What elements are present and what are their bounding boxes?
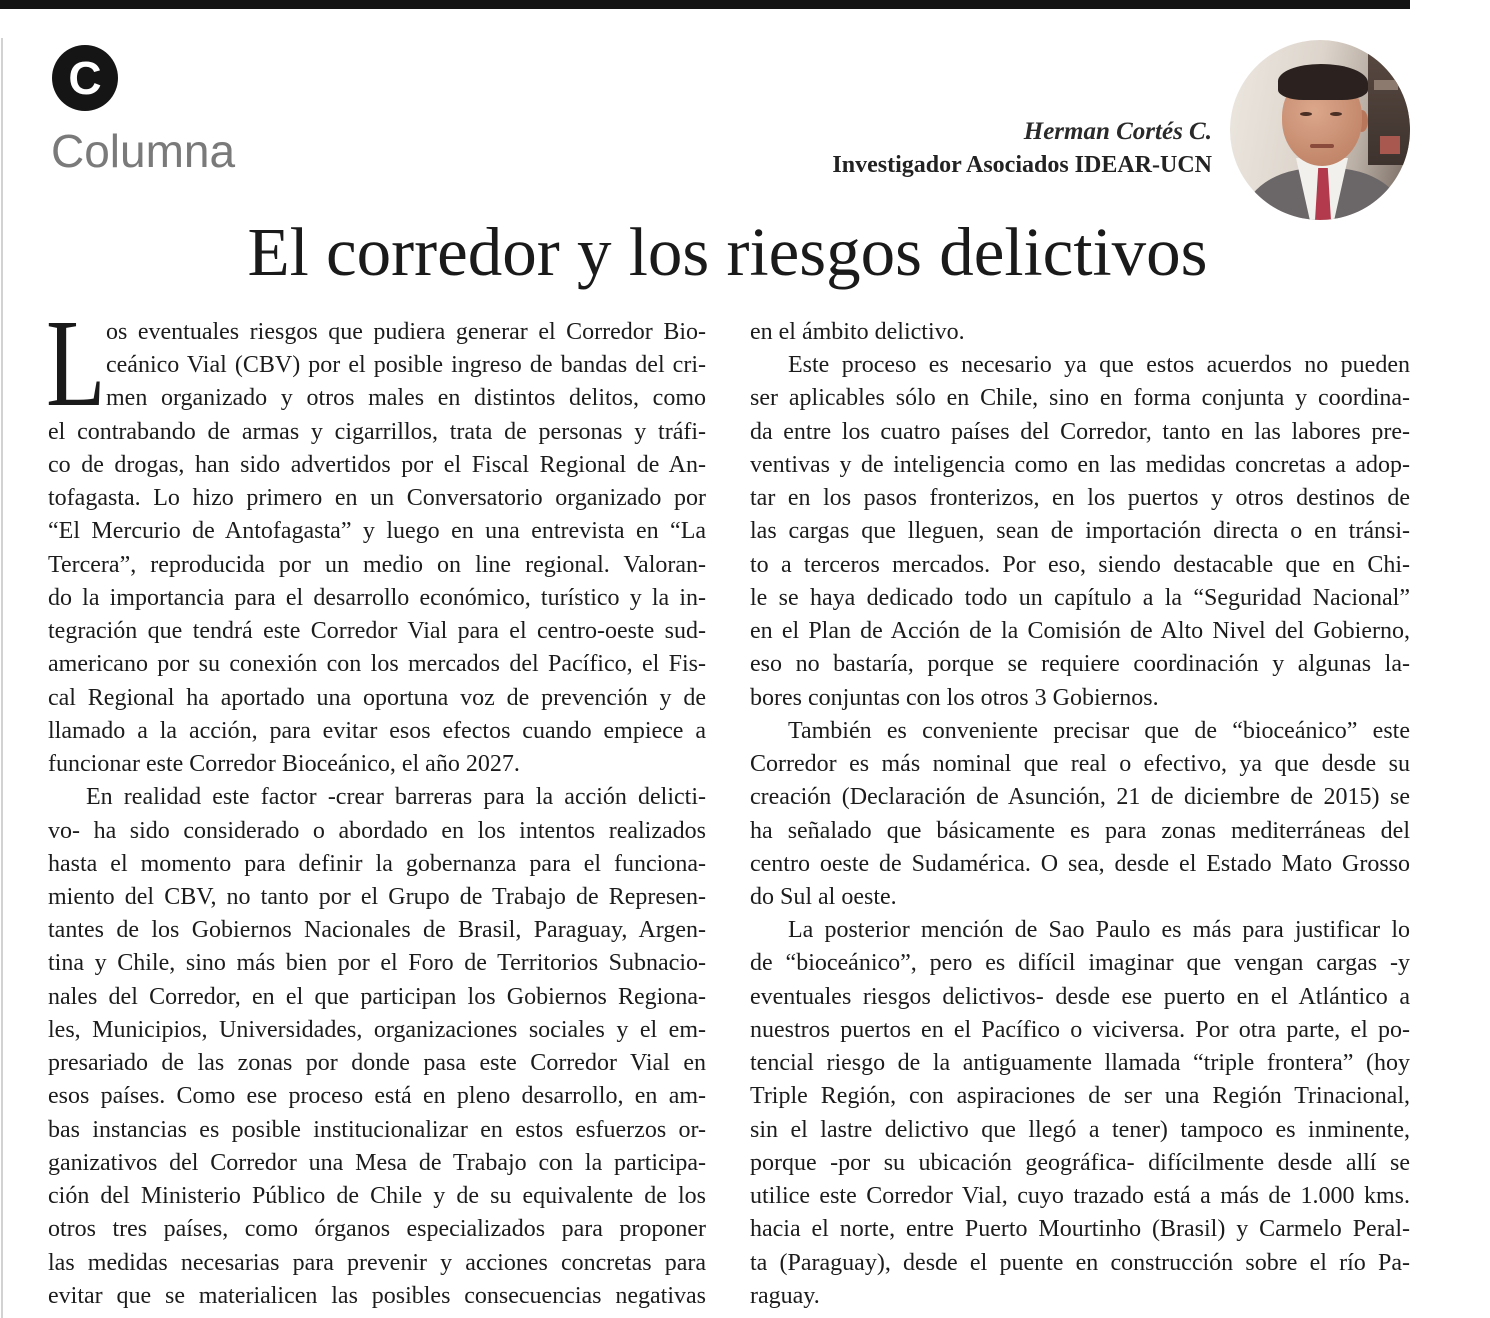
text-line: en el ámbito delictivo. [750,319,965,345]
paragraph [48,316,706,781]
paragraph [750,914,1410,1313]
text-line: ha señalado que básicamente es para zonas mediterráneas del [750,817,1410,844]
text-line: Corredor es más nominal que real o efectivo, ya que desde su [750,751,1410,778]
text-line: ceánico Vial (CBV) por el posible ingreso de bandas del cri- [106,352,706,379]
text-line: men organizado y otros males en distintos delitos, como [106,385,706,412]
text-line: presariado de las zonas por donde pasa este Corredor Vial en [48,1050,706,1077]
text-line: eventuales riesgos delictivos- desde ese puerto en el Atlántico a [750,983,1410,1010]
paragraph [48,781,706,1313]
portrait-background-object [1380,136,1400,154]
text-line: raguay. [750,1282,820,1309]
text-line: porque -por su ubicación geográfica- difícilmente desde allí se [750,1149,1410,1176]
text-line: utilice este Corredor Vial, cuyo trazado está a más de 1.000 kms. [750,1183,1410,1210]
text-line: llamado a la acción, para evitar esos efectos cuando empiece a [48,717,706,744]
portrait-eye [1330,112,1342,116]
text-line: os eventuales riesgos que pudiera generar el Corredor Bio- [106,319,706,345]
text-line: tantes de los Gobiernos Nacionales de Brasil, Paraguay, Argen- [48,917,706,944]
text-line: En realidad este factor -crear barreras para la acción delicti- [86,784,706,811]
text-line: tegración que tendrá este Corredor Vial para el centro-oeste sud- [48,618,706,645]
text-line: La posterior mención de Sao Paulo es más para justificar lo [788,917,1410,944]
text-line: evitar que se materialicen las posibles consecuencias negativas [48,1282,706,1309]
text-line: ción del Ministerio Público de Chile y de su equivalente de los [48,1183,706,1210]
text-line: sin el lastre delictivo que llegó a tener) tampoco es inminente, [750,1116,1410,1143]
text-line: cal Regional ha aportado una oportuna voz de prevención y de [48,684,706,711]
text-line: da entre los cuatro países del Corredor, tanto en las labores pre- [750,418,1410,445]
text-line: También es conveniente precisar que de “bioceánico” este [788,717,1410,744]
text-line: ganizativos del Corredor una Mesa de Trabajo con la participa- [48,1149,706,1176]
text-line: tina y Chile, sino más bien por el Foro de Territorios Subnacio- [48,950,706,977]
text-line: “El Mercurio de Antofagasta” y luego en una entrevista en “La [48,518,706,545]
text-line: hasta el momento para definir la gobernanza para el funciona- [48,850,706,877]
text-line: centro oeste de Sudamérica. O sea, desde el Estado Mato Grosso [750,850,1410,877]
text-line: co de drogas, han sido advertidos por el Fiscal Regional de An- [48,451,706,478]
author-title: Investigador Asociados IDEAR-UCN [832,152,1212,178]
text-line: Tercera”, reproducida por un medio on line regional. Valoran- [48,551,706,578]
text-line: bores conjuntas con los otros 3 Gobiernos. [750,684,1159,711]
text-line: de “bioceánico”, pero es difícil imaginar que vengan cargas -y [750,950,1410,977]
text-line: to a terceros mercados. Por eso, siendo destacable que en Chi- [750,551,1410,578]
author-photo [1230,40,1410,220]
text-line: ventivas y de inteligencia como en las medidas concretas a adop- [750,451,1410,478]
text-line: las cargas que lleguen, sean de importación directa o en tránsi- [750,518,1410,545]
text-line: bas instancias es posible institucionalizar en estos esfuerzos or- [48,1116,706,1143]
article-column-right [750,316,1410,1313]
portrait-hair [1278,64,1368,100]
page-edge-line [1,38,3,1318]
text-line: tofagasta. Lo hizo primero en un Conversatorio organizado por [48,485,706,512]
article-column-left [46,295,706,1313]
text-line: funcionar este Corredor Bioceánico, el año 2027. [48,751,520,778]
paragraph [750,316,1410,349]
section-label: Columna [51,125,236,177]
text-line: hacia el norte, entre Puerto Mourtinho (Brasil) y Carmelo Peral- [750,1216,1410,1243]
text-line: le se haya dedicado todo un capítulo a la “Seguridad Nacional” [750,584,1410,611]
text-line: les, Municipios, Universidades, organizaciones sociales y el em- [48,1016,706,1043]
paragraph [750,349,1410,715]
text-line: en el Plan de Acción de la Comisión de Alto Nivel del Gobierno, [750,618,1410,645]
text-line: tencial riesgo de la antiguamente llamada “triple frontera” (hoy [750,1050,1410,1077]
text-line: el contrabando de armas y cigarrillos, trata de personas y tráfi- [48,418,706,445]
text-line: otros tres países, como órganos especializados para proponer [48,1216,706,1243]
top-rule [0,0,1410,9]
text-line: esos países. Como ese proceso está en pleno desarrollo, en am- [48,1083,706,1110]
headline: El corredor y los riesgos delictivos [247,214,1208,290]
text-line: americano por su conexión con los mercados del Pacífico, el Fis- [48,651,706,678]
text-line: tar en los pasos fronterizos, en los puertos y otros destinos de [750,485,1410,512]
portrait-eye [1300,112,1312,116]
text-line: eso no bastaría, porque se requiere coordinación y algunas la- [750,651,1410,678]
text-line: nales del Corredor, en el que participan los Gobiernos Regiona- [48,983,706,1010]
text-line: vo- ha sido considerado o abordado en los intentos realizados [48,817,706,844]
text-line: do Sul al oeste. [750,883,897,910]
portrait-background-object [1374,80,1398,90]
text-line: Triple Región, con aspiraciones de ser una Región Trinacional, [750,1083,1410,1110]
section-badge-icon: C [52,45,118,111]
text-line: nuestros puertos en el Pacífico o viciversa. Por otra parte, el po- [750,1016,1410,1043]
author-name: Herman Cortés C. [1023,118,1212,145]
text-line: miento del CBV, no tanto por el Grupo de Trabajo de Represen- [48,883,706,910]
text-line: creación (Declaración de Asunción, 21 de diciembre de 2015) se [750,784,1410,811]
drop-cap: L [46,295,106,433]
text-line: do la importancia para el desarrollo económico, turístico y la in- [48,584,706,611]
text-line: ser aplicables sólo en Chile, sino en forma conjunta y coordina- [750,385,1410,412]
text-line: las medidas necesarias para prevenir y acciones concretas para [48,1249,706,1276]
paragraph [750,715,1410,914]
text-line: Este proceso es necesario ya que estos acuerdos no pueden [788,352,1410,379]
portrait-mouth [1310,144,1334,148]
text-line: ta (Paraguay), desde el puente en construcción sobre el río Pa- [750,1249,1410,1276]
